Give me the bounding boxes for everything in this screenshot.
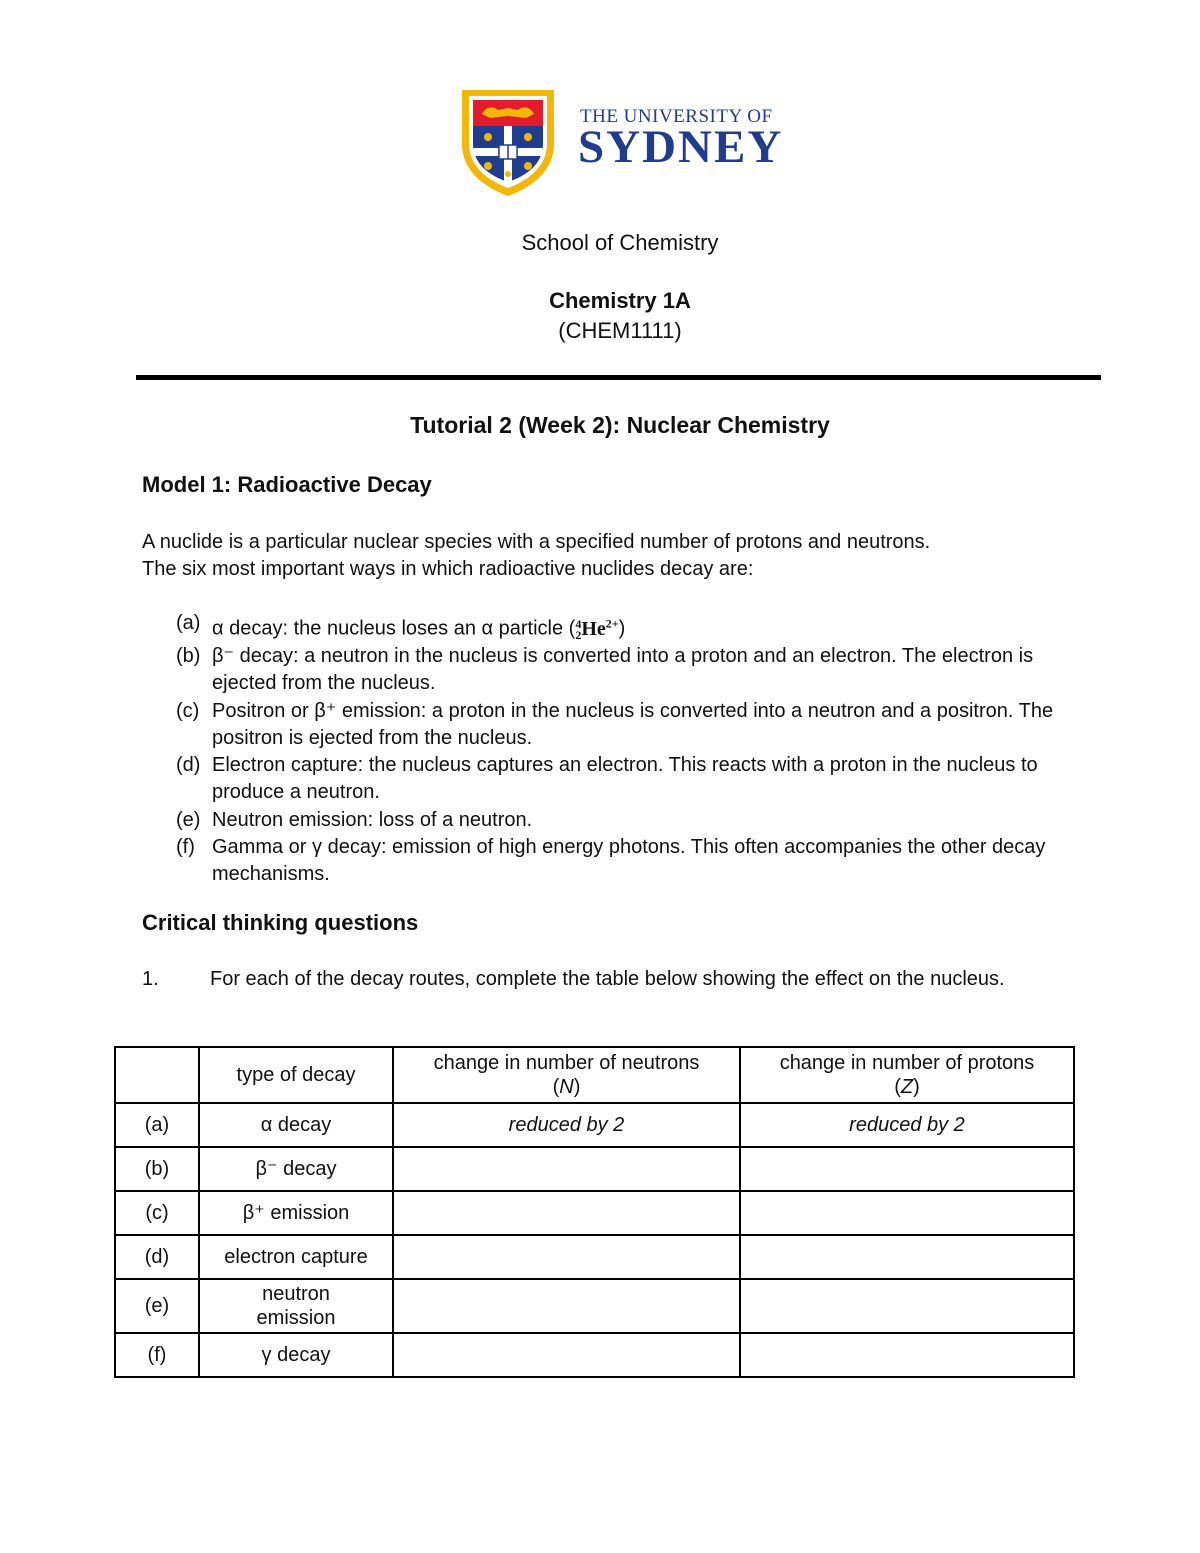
list-item-text: α decay: the nucleus loses an α particle (	[212, 617, 576, 640]
row-neutrons[interactable]: reduced by 2	[393, 1103, 740, 1147]
horizontal-rule	[136, 375, 1101, 380]
list-item-text-end: )	[618, 617, 626, 640]
wordmark-small: THE UNIVERSITY OF	[580, 106, 773, 127]
list-item-label: (a)	[176, 612, 201, 634]
row-neutrons[interactable]	[393, 1191, 740, 1235]
table-row	[115, 1279, 1074, 1333]
row-neutrons[interactable]	[393, 1333, 740, 1377]
neutrons-variable: N	[559, 1076, 574, 1098]
table-row	[115, 1191, 1074, 1235]
neutrons-header-text: change in number of neutrons	[433, 1052, 700, 1074]
list-item-text: Positron or β⁺ emission: a proton in the nucleus is converted into a neutron and a positron. The positron is ejected from the nucleus.	[212, 699, 1054, 749]
questions-heading: Critical thinking questions	[142, 910, 419, 935]
table-header-protons: change in number of protons (Z)	[740, 1047, 1074, 1103]
list-item-label: (b)	[176, 644, 201, 667]
row-type: β⁻ decay	[199, 1147, 393, 1191]
list-item-label: (c)	[176, 699, 200, 722]
row-protons[interactable]	[740, 1235, 1074, 1279]
list-item-label: (f)	[176, 836, 195, 859]
table-row	[115, 1103, 1074, 1147]
university-logo	[458, 86, 784, 198]
nuclide-symbol: He	[581, 617, 606, 640]
nuclide-charge: 2+	[605, 616, 619, 630]
nuclide-atomic: 2	[575, 628, 582, 643]
row-type: γ decay	[199, 1333, 393, 1377]
model-intro	[142, 529, 1092, 583]
course-code: (CHEM1111)	[558, 318, 682, 343]
row-label: (f)	[115, 1333, 199, 1377]
tutorial-title: Tutorial 2 (Week 2): Nuclear Chemistry	[410, 412, 830, 438]
row-protons[interactable]	[740, 1191, 1074, 1235]
intro-line-1: A nuclide is a particular nuclear species with a specified number of protons and neutrons.	[142, 531, 931, 553]
model-heading: Model 1: Radioactive Decay	[142, 472, 432, 497]
table-row	[115, 1235, 1074, 1279]
row-type: electron capture	[199, 1235, 393, 1279]
table-row	[115, 1333, 1074, 1377]
row-neutrons[interactable]	[393, 1147, 740, 1191]
intro-line-2: The six most important ways in which radioactive nuclides decay are:	[142, 558, 754, 580]
school-name: School of Chemistry	[521, 230, 719, 255]
list-item	[176, 643, 1086, 698]
table-header-neutrons: change in number of neutrons (N)	[393, 1047, 740, 1103]
table-header-type: type of decay	[199, 1047, 393, 1103]
row-protons[interactable]	[740, 1279, 1074, 1333]
university-crest-icon	[458, 86, 558, 198]
question-number: 1.	[142, 968, 159, 990]
row-protons[interactable]	[740, 1333, 1074, 1377]
decay-table	[114, 1046, 1075, 1378]
list-item	[176, 610, 1086, 643]
list-item-text: Electron capture: the nucleus captures an electron. This reacts with a proton in the nucleus to produce a neutron.	[212, 754, 1038, 804]
row-neutrons[interactable]	[393, 1279, 740, 1333]
row-type: β⁺ emission	[199, 1191, 393, 1235]
protons-header-text: change in number of protons	[779, 1052, 1035, 1074]
table-header-row	[115, 1047, 1074, 1103]
wordmark-large: SYDNEY	[578, 121, 784, 173]
row-label: (d)	[115, 1235, 199, 1279]
list-item-label: (e)	[176, 808, 201, 831]
row-protons[interactable]: reduced by 2	[740, 1103, 1074, 1147]
row-protons[interactable]	[740, 1147, 1074, 1191]
row-label: (b)	[115, 1147, 199, 1191]
row-type: neutron emission	[199, 1279, 393, 1333]
row-type: α decay	[199, 1103, 393, 1147]
table-header-blank	[115, 1047, 199, 1103]
decay-list	[176, 610, 1086, 889]
helium-nuclide	[575, 616, 619, 643]
table-row	[115, 1147, 1074, 1191]
nuclide-mass: 4	[575, 617, 582, 632]
list-item-text: Neutron emission: loss of a neutron.	[212, 808, 533, 831]
list-item	[176, 807, 1086, 834]
list-item	[176, 752, 1086, 807]
row-label: (e)	[115, 1279, 199, 1333]
row-neutrons[interactable]	[393, 1235, 740, 1279]
list-item-text: β⁻ decay: a neutron in the nucleus is converted into a proton and an electron. The electron is ejected from the nucleus.	[212, 644, 1034, 695]
row-label: (c)	[115, 1191, 199, 1235]
question-1	[142, 966, 1062, 993]
list-item-label: (d)	[176, 754, 201, 777]
course-title: Chemistry 1A	[549, 288, 691, 313]
row-label: (a)	[115, 1103, 199, 1147]
protons-variable: Z	[900, 1076, 914, 1098]
list-item	[176, 834, 1086, 889]
list-item-text: Gamma or γ decay: emission of high energy photons. This often accompanies the other decay mechanisms.	[212, 836, 1046, 886]
list-item	[176, 698, 1086, 753]
question-text: For each of the decay routes, complete the table below showing the effect on the nucleus.	[210, 968, 1005, 990]
